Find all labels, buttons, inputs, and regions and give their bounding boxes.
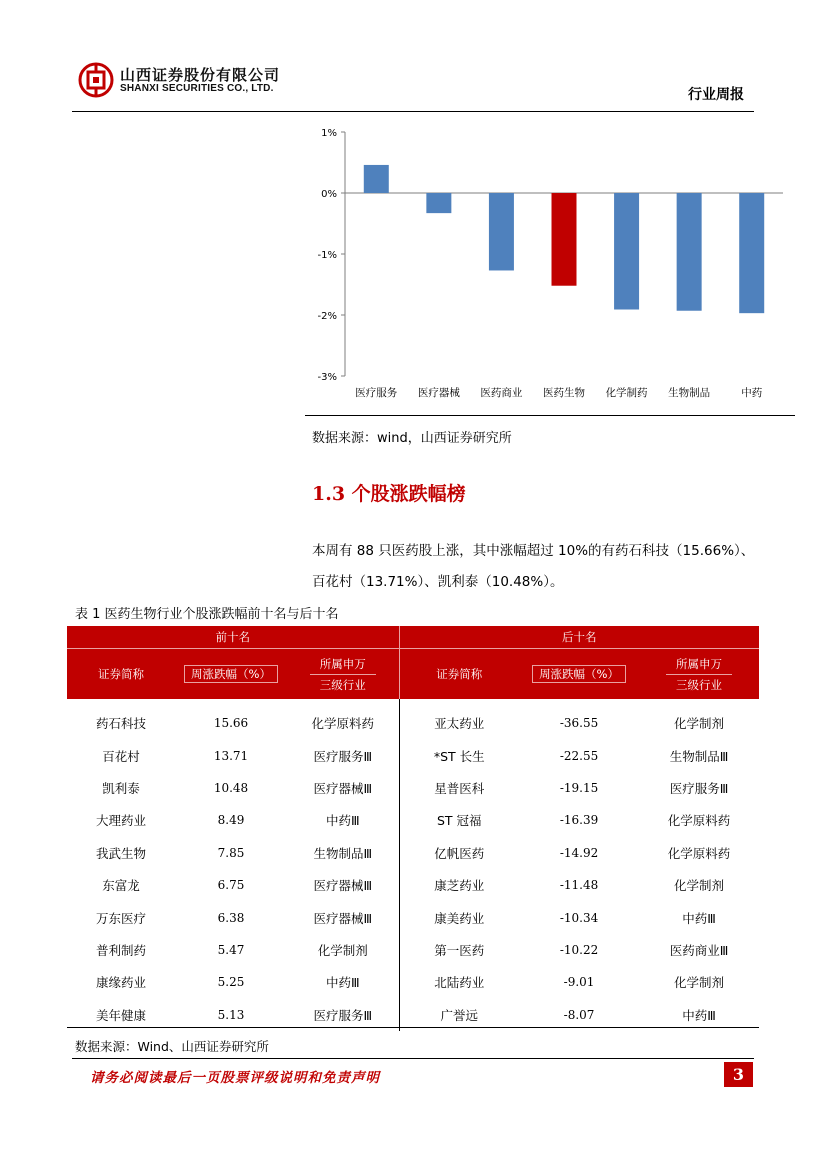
column-header-name: 证券简称 bbox=[67, 649, 175, 700]
stock-name-cell: ST 冠福 bbox=[399, 804, 519, 836]
stock-name-cell: 亿帆医药 bbox=[399, 837, 519, 869]
stock-name-cell: 康缘药业 bbox=[95, 975, 146, 991]
paragraph-line: 本周有 88 只医药股上涨，其中涨幅超过 10%的有药石科技（15.66%）、 bbox=[312, 543, 755, 559]
column-header-change: 周涨跌幅（%） bbox=[519, 649, 639, 700]
stock-name-cell: 亚太药业 bbox=[399, 699, 519, 739]
stock-name-cell: 第一医药 bbox=[399, 934, 519, 966]
weekly-change-cell: -16.39 bbox=[559, 813, 599, 828]
bar bbox=[739, 193, 764, 313]
weekly-change-cell: 5.25 bbox=[217, 975, 245, 990]
table-row bbox=[67, 804, 759, 836]
table-row bbox=[67, 901, 759, 933]
bar bbox=[426, 193, 451, 213]
column-header-industry: 所属申万 三级行业 bbox=[287, 649, 399, 700]
industry-cell: 化学原料药 bbox=[667, 845, 731, 861]
weekly-change-cell: 15.66 bbox=[213, 716, 249, 731]
weekly-change-cell: 5.13 bbox=[217, 1007, 245, 1022]
paragraph-line: 百花村（13.71%）、凯利泰（10.48%）。 bbox=[312, 574, 564, 590]
weekly-change-cell: -10.22 bbox=[559, 942, 599, 957]
table-row bbox=[67, 772, 759, 804]
stock-name-cell: 百花村 bbox=[102, 748, 140, 764]
stock-name-cell: 普利制药 bbox=[95, 942, 146, 958]
industry-cell: 化学制剂 bbox=[317, 942, 368, 958]
weekly-change-cell: -14.92 bbox=[559, 845, 599, 860]
weekly-change-cell: 13.71 bbox=[213, 748, 249, 763]
group-header-top: 前十名 bbox=[67, 626, 399, 649]
industry-cell: 中药Ⅲ bbox=[325, 813, 360, 829]
section-title: 1.3 个股涨跌幅榜 bbox=[312, 483, 466, 505]
industry-cell: 医疗服务Ⅲ bbox=[313, 1007, 373, 1023]
table-bottom-rule bbox=[67, 1027, 759, 1028]
weekly-change-cell: -9.01 bbox=[563, 975, 595, 990]
stock-name-cell: 我武生物 bbox=[95, 845, 146, 861]
industry-cell: 化学制剂 bbox=[674, 878, 725, 894]
header-divider bbox=[72, 111, 754, 112]
weekly-change-cell: 5.47 bbox=[217, 942, 245, 957]
x-tick-label: 医疗器械 bbox=[417, 387, 460, 399]
bar bbox=[552, 193, 577, 286]
industry-cell: 中药Ⅲ bbox=[682, 910, 716, 926]
weekly-change-cell: -10.34 bbox=[559, 910, 599, 925]
y-tick-label: 1% bbox=[321, 128, 337, 139]
industry-cell: 化学原料药 bbox=[667, 813, 731, 829]
stock-name-cell: 美年健康 bbox=[95, 1007, 146, 1023]
company-name-en: SHANXI SECURITIES CO., LTD. bbox=[120, 83, 274, 94]
bar bbox=[614, 193, 639, 310]
x-tick-label: 医药商业 bbox=[480, 387, 523, 399]
industry-cell: 中药Ⅲ bbox=[682, 1007, 716, 1023]
stock-name-cell: 凯利泰 bbox=[102, 780, 140, 796]
sector-change-bar-chart bbox=[305, 122, 795, 416]
stock-ranking-table bbox=[67, 626, 759, 1031]
stock-name-cell: 药石科技 bbox=[95, 716, 146, 732]
bar bbox=[364, 165, 389, 193]
column-header-name: 证券简称 bbox=[399, 649, 519, 700]
y-tick-label: 0% bbox=[321, 189, 337, 200]
industry-cell: 化学制剂 bbox=[674, 716, 725, 732]
y-tick-label: -3% bbox=[317, 372, 337, 383]
table-row bbox=[67, 739, 759, 771]
table-body bbox=[67, 699, 759, 1031]
x-tick-label: 医疗服务 bbox=[355, 387, 398, 399]
company-logo-icon bbox=[78, 62, 114, 98]
disclaimer-text: 请务必阅读最后一页股票评级说明和免责声明 bbox=[90, 1070, 380, 1086]
stock-name-cell: 万东医疗 bbox=[95, 910, 146, 926]
table-caption: 表 1 医药生物行业个股涨跌幅前十名与后十名 bbox=[75, 607, 339, 622]
stock-name-cell: 星普医科 bbox=[399, 772, 519, 804]
industry-cell: 医疗服务Ⅲ bbox=[313, 748, 373, 764]
table-source: 数据来源：Wind、山西证券研究所 bbox=[75, 1039, 269, 1054]
column-header-change: 周涨跌幅（%） bbox=[175, 649, 287, 700]
company-name-cn: 山西证券股份有限公司 bbox=[120, 66, 281, 84]
weekly-change-cell: -8.07 bbox=[563, 1007, 595, 1022]
weekly-change-cell: 7.85 bbox=[217, 845, 245, 860]
weekly-change-cell: -36.55 bbox=[559, 716, 599, 731]
industry-cell: 医疗器械Ⅲ bbox=[313, 910, 373, 926]
industry-cell: 医疗器械Ⅲ bbox=[313, 878, 373, 894]
stock-name-cell: *ST 长生 bbox=[399, 739, 519, 771]
industry-cell: 医疗器械Ⅲ bbox=[313, 780, 373, 796]
column-header-industry: 所属申万 三级行业 bbox=[639, 649, 759, 700]
weekly-change-cell: 6.75 bbox=[217, 878, 245, 893]
y-tick-label: -1% bbox=[317, 250, 337, 261]
industry-cell: 中药Ⅲ bbox=[325, 975, 360, 991]
industry-cell: 化学制剂 bbox=[674, 975, 725, 991]
footer-divider bbox=[72, 1058, 754, 1059]
stock-name-cell: 北陆药业 bbox=[399, 966, 519, 998]
y-tick-label: -2% bbox=[317, 311, 337, 322]
x-tick-label: 医药生物 bbox=[543, 387, 585, 399]
industry-cell: 化学原料药 bbox=[311, 716, 375, 732]
bar bbox=[489, 193, 514, 270]
stock-name-cell: 康芝药业 bbox=[399, 869, 519, 901]
stock-name-cell: 东富龙 bbox=[102, 878, 140, 894]
weekly-change-cell: -11.48 bbox=[559, 878, 599, 893]
industry-cell: 医药商业Ⅲ bbox=[669, 942, 729, 958]
bar bbox=[677, 193, 702, 311]
x-tick-label: 化学制药 bbox=[605, 387, 648, 399]
industry-cell: 生物制品Ⅲ bbox=[313, 845, 373, 861]
stock-name-cell: 康美药业 bbox=[399, 901, 519, 933]
report-type: 行业周报 bbox=[688, 87, 744, 103]
page-number: 3 bbox=[724, 1062, 753, 1087]
table-row bbox=[67, 869, 759, 901]
table-row bbox=[67, 837, 759, 869]
chart-source: 数据来源：wind，山西证券研究所 bbox=[312, 431, 512, 446]
weekly-change-cell: 6.38 bbox=[217, 910, 245, 925]
stock-name-cell: 大理药业 bbox=[95, 813, 146, 829]
table-row bbox=[67, 966, 759, 998]
industry-cell: 生物制品Ⅲ bbox=[669, 748, 729, 764]
group-header-bottom: 后十名 bbox=[399, 626, 759, 649]
stock-name-cell: 广誉远 bbox=[399, 999, 519, 1031]
table-row bbox=[67, 699, 759, 739]
industry-cell: 医疗服务Ⅲ bbox=[669, 780, 729, 796]
x-tick-label: 生物制品 bbox=[668, 387, 711, 399]
x-tick-label: 中药 bbox=[741, 387, 763, 399]
weekly-change-cell: -22.55 bbox=[559, 748, 599, 763]
chart-bottom-divider bbox=[305, 415, 795, 416]
weekly-change-cell: 10.48 bbox=[213, 780, 249, 795]
weekly-change-cell: 8.49 bbox=[217, 813, 245, 828]
table-row bbox=[67, 934, 759, 966]
weekly-change-cell: -19.15 bbox=[559, 780, 599, 795]
